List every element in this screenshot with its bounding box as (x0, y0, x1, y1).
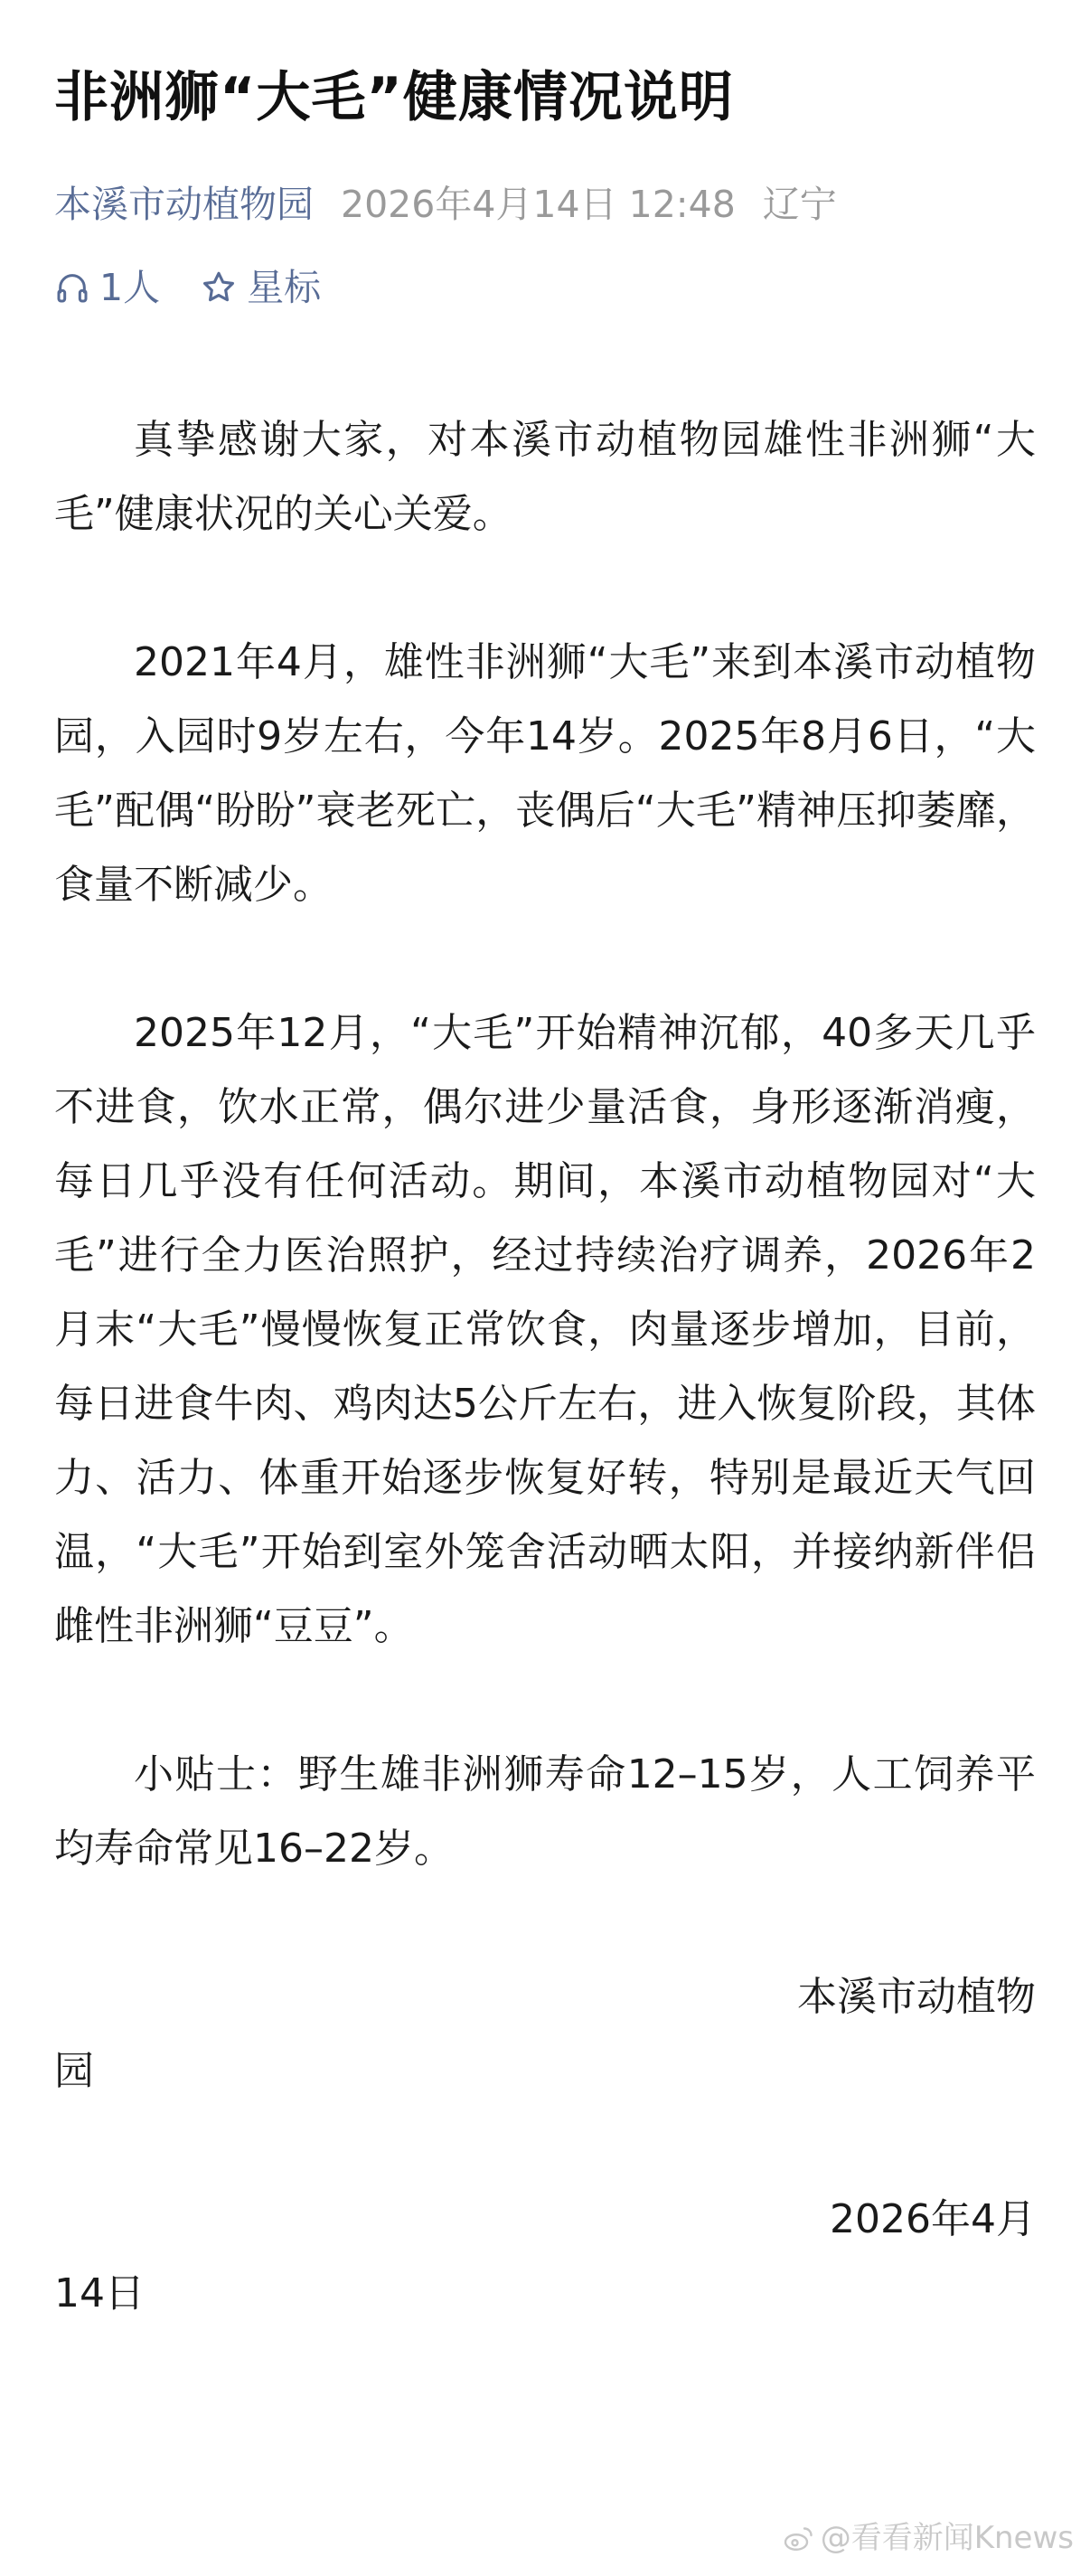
article-title: 非洲狮“大毛”健康情况说明 (54, 66, 734, 129)
star-icon (200, 269, 238, 307)
sign-date-main: 2026年4月 (830, 2196, 1036, 2242)
signature-main: 本溪市动植物 (797, 1974, 1036, 2020)
weibo-icon (783, 2524, 815, 2552)
publish-time: 2026年4月14日 12:48 (341, 183, 736, 226)
signature-tail: 园 (54, 2048, 94, 2094)
listen-button[interactable] (54, 260, 160, 315)
sign-date-tail: 14日 (54, 2270, 145, 2317)
star-button[interactable] (200, 260, 321, 315)
body-paragraph: 小贴士：野生雄非洲狮寿命12–15岁，人工饲养平均寿命常见16–22岁。 (54, 1751, 1036, 1872)
listener-count: 1人 (99, 266, 161, 309)
article-body (54, 403, 1036, 2405)
signature (54, 1960, 1036, 2109)
account-name-link[interactable]: 本溪市动植物园 (54, 183, 314, 226)
watermark (783, 2518, 1074, 2558)
publish-region: 辽宁 (762, 183, 837, 226)
body-paragraph: 真挚感谢大家，对本溪市动植物园雄性非洲狮“大毛”健康状况的关心关爱。 (54, 417, 1036, 537)
sign-date (54, 2183, 1036, 2331)
headphones-icon (54, 269, 90, 306)
article-actions (54, 260, 361, 315)
star-label: 星标 (247, 266, 322, 309)
body-paragraph: 2025年12月，“大毛”开始精神沉郁，40多天几乎不进食，饮水正常，偶尔进少量活食，身形逐渐消瘦，每日几乎没有任何活动。期间，本溪市动植物园对“大毛”进行全力医治照护，经过持续治疗调养，2026年2月末“大毛”慢慢恢复正常饮食，肉量逐步增加，目前，每日进食牛肉、鸡肉达5公斤左右，进入恢复阶段，其体力、活力、体重开始逐步恢复好转，特别是最近天气回温，“大毛”开始到室外笼舍活动晒太阳，并接纳新伴侣雌性非洲狮“豆豆”。 (54, 1010, 1036, 1649)
body-paragraph: 2021年4月，雄性非洲狮“大毛”来到本溪市动植物园，入园时9岁左右，今年14岁。2025年8月6日，“大毛”配偶“盼盼”衰老死亡，丧偶后“大毛”精神压抑萎靡，食量不断减少。 (54, 639, 1036, 908)
article-meta (54, 177, 837, 231)
watermark-text: @看看新闻Knews (820, 2520, 1074, 2556)
